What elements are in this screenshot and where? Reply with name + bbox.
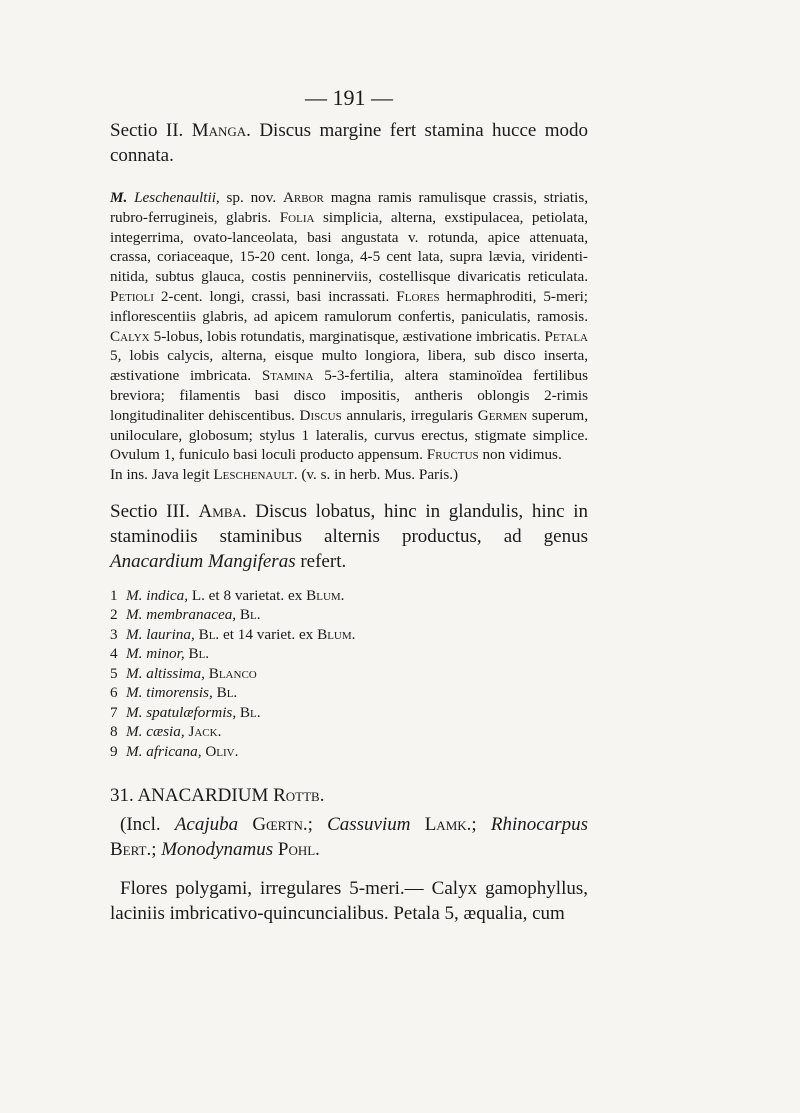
fructus-label: Fructus [426, 446, 479, 464]
list-number: 5 [110, 664, 118, 682]
page-number: — 191 — [305, 85, 393, 110]
synonym-author: Pohl. [277, 839, 320, 861]
list-author: L. et 8 varietat. ex [191, 586, 303, 604]
incl-label: (Incl. [120, 814, 161, 836]
calyx-text: 5-lobus, lobis rotundatis, marginatisque, æstivatione imbricatis. [153, 327, 541, 345]
list-variet: et 14 variet. ex [223, 625, 314, 643]
synonym-author: Gœrtn. [252, 814, 308, 836]
list-species: M. laurina, [126, 625, 195, 643]
stamina-label: Stamina [261, 367, 314, 385]
sectio-ii-label: Sectio II. [110, 120, 184, 141]
sectio-iii-name: Amba. [198, 500, 247, 522]
flores-text: hermaphroditi, 5-meri; inflorescentiis glabris, ad apicem ramulorum confertis, paniculatis, ramosis. [110, 287, 589, 325]
list-author-sc: Blum. [317, 625, 356, 643]
petala-text: 5, lobis calycis, alterna, eisque multo longiora, libera, sub disco inserta, æstivatione imbricata. [110, 347, 588, 385]
list-item [110, 722, 588, 742]
list-author-sc: Bl. [188, 645, 210, 663]
list-species: M. minor, [126, 645, 185, 663]
list-number: 6 [110, 684, 118, 702]
synonym-author: Lamk. [424, 814, 472, 836]
species-genus-abbr: M. [110, 189, 128, 206]
genus-name: ANACARDIUM [137, 785, 269, 807]
synonym-cassuvium: Cassuvium [327, 814, 411, 836]
list-item [110, 703, 588, 723]
list-species: M. spatulæformis, [126, 703, 237, 721]
list-item [110, 664, 588, 684]
list-number: 8 [110, 723, 118, 741]
calyx-label: Calyx [110, 327, 150, 345]
list-author-sc: Bl. [239, 606, 261, 624]
list-number: 2 [110, 606, 118, 624]
genus-synonyms: (Incl. Acajuba Gœrtn.; Cassuvium Lamk.; Rhinocarpus Bert.; Monodynamus Pohl. [110, 814, 588, 861]
list-number: 1 [110, 586, 118, 604]
species-description [110, 188, 588, 485]
list-species: M. membranacea, [126, 606, 237, 624]
sectio-iii-text: Discus lobatus, hinc in glandulis, hinc in staminodiis staminibus alternis productus, ad genus [110, 500, 588, 547]
list-item [110, 742, 588, 762]
discus-text: annularis, irregularis [346, 406, 474, 424]
page [110, 84, 588, 945]
list-number: 9 [110, 742, 118, 760]
list-species: M. africana, [126, 742, 202, 760]
petioli-text: 2-cent. longi, crassi, basi incrassati. [160, 287, 390, 305]
list-author-sc: Blanco [208, 664, 257, 682]
synonym-author: Bert. [110, 839, 152, 861]
species-name: Leschenaultii, [134, 189, 220, 206]
genus-author: Rottb. [273, 785, 325, 807]
list-author-sc: Bl. [216, 684, 238, 702]
list-author-sc: Bl. [239, 703, 261, 721]
collector-name: Leschenault. [213, 466, 298, 484]
sectio-iii-label: Sectio III. [110, 500, 190, 522]
arbor-label: Arbor [282, 189, 324, 206]
list-species: M. indica, [126, 586, 189, 604]
arbor-text: magna ramis ramulisque crassis, striatis, rubro-ferrugineis, glabris. [110, 189, 589, 226]
list-author-sc: Bl. [198, 625, 220, 643]
sectio-ii-text: Discus margine fert stamina hucce modo connata. [110, 120, 589, 166]
fructus-text: non vidimus. [482, 446, 562, 464]
list-species: M. cæsia, [126, 723, 185, 741]
list-number: 4 [110, 645, 118, 663]
species-rank: sp. nov. [226, 189, 277, 206]
list-item [110, 625, 588, 645]
folia-text: simplicia, alterna, exstipulacea, petiolata, integerrima, ovato-lanceolata, basi angustata v. rotunda, apice attenuata, crassa, coriaceaque, 15-20 cent. longa, 4-5 cent lata, supra lævia, viridenti-nitida, subtus glauca, costis penninerviis, costellisque divaricatis reticulata. [110, 208, 588, 286]
sectio-iii-text-post: refert. [300, 550, 347, 572]
stamina-text: 5-3-fertilia, altera staminoïdea fertilibus breviora; filamentis basi disco impositis, antheris oblongis 2-rimis longitudinaliter dehiscentibus. [110, 367, 588, 424]
list-item [110, 683, 588, 703]
list-number: 7 [110, 703, 118, 721]
sectio-iii-heading [110, 499, 588, 574]
locality-pre: In ins. Java legit [110, 466, 210, 484]
flores-label: Flores [396, 287, 440, 305]
synonym-acajuba: Acajuba [174, 814, 239, 836]
sectio-iii-genus-ref: Anacardium Mangiferas [110, 550, 296, 572]
list-author-sc: Blum. [306, 586, 345, 604]
species-list [110, 586, 588, 762]
germen-label: Germen [477, 406, 528, 424]
petioli-label: Petioli [110, 287, 154, 305]
germen-text: superum, uniloculare, globosum; stylus 1 lateralis, curvus erectus, stigmate simplice. Ovulum 1, funiculo basi loculi producto appensum. [110, 406, 589, 464]
synonym-monodynamus: Monodynamus [161, 839, 274, 861]
synonym-rhinocarpus: Rhinocarpus [490, 814, 588, 836]
list-item [110, 605, 588, 625]
genus-number: 31. [110, 785, 134, 807]
folia-label: Folia [279, 208, 315, 226]
list-author-sc: Oliv. [205, 742, 239, 760]
list-author-sc: Jack. [188, 723, 222, 741]
list-species: M. altissima, [126, 664, 205, 682]
genus-description: Flores polygami, irregulares 5-meri.— Calyx gamophyllus, laciniis imbricativo-quincuncialibus. Petala 5, æqualia, cum [110, 878, 588, 925]
locality-line [110, 465, 588, 485]
petala-label: Petala [544, 327, 589, 345]
sectio-ii-name: Manga. [191, 120, 251, 141]
list-species: M. timorensis, [126, 684, 213, 702]
list-item [110, 644, 588, 664]
list-number: 3 [110, 625, 118, 643]
discus-label: Discus [299, 406, 342, 424]
list-item [110, 586, 588, 606]
locality-post: (v. s. in herb. Mus. Paris.) [301, 466, 459, 484]
genus-heading [110, 783, 588, 808]
sectio-ii-heading [110, 118, 588, 168]
species-paragraph [110, 188, 588, 465]
